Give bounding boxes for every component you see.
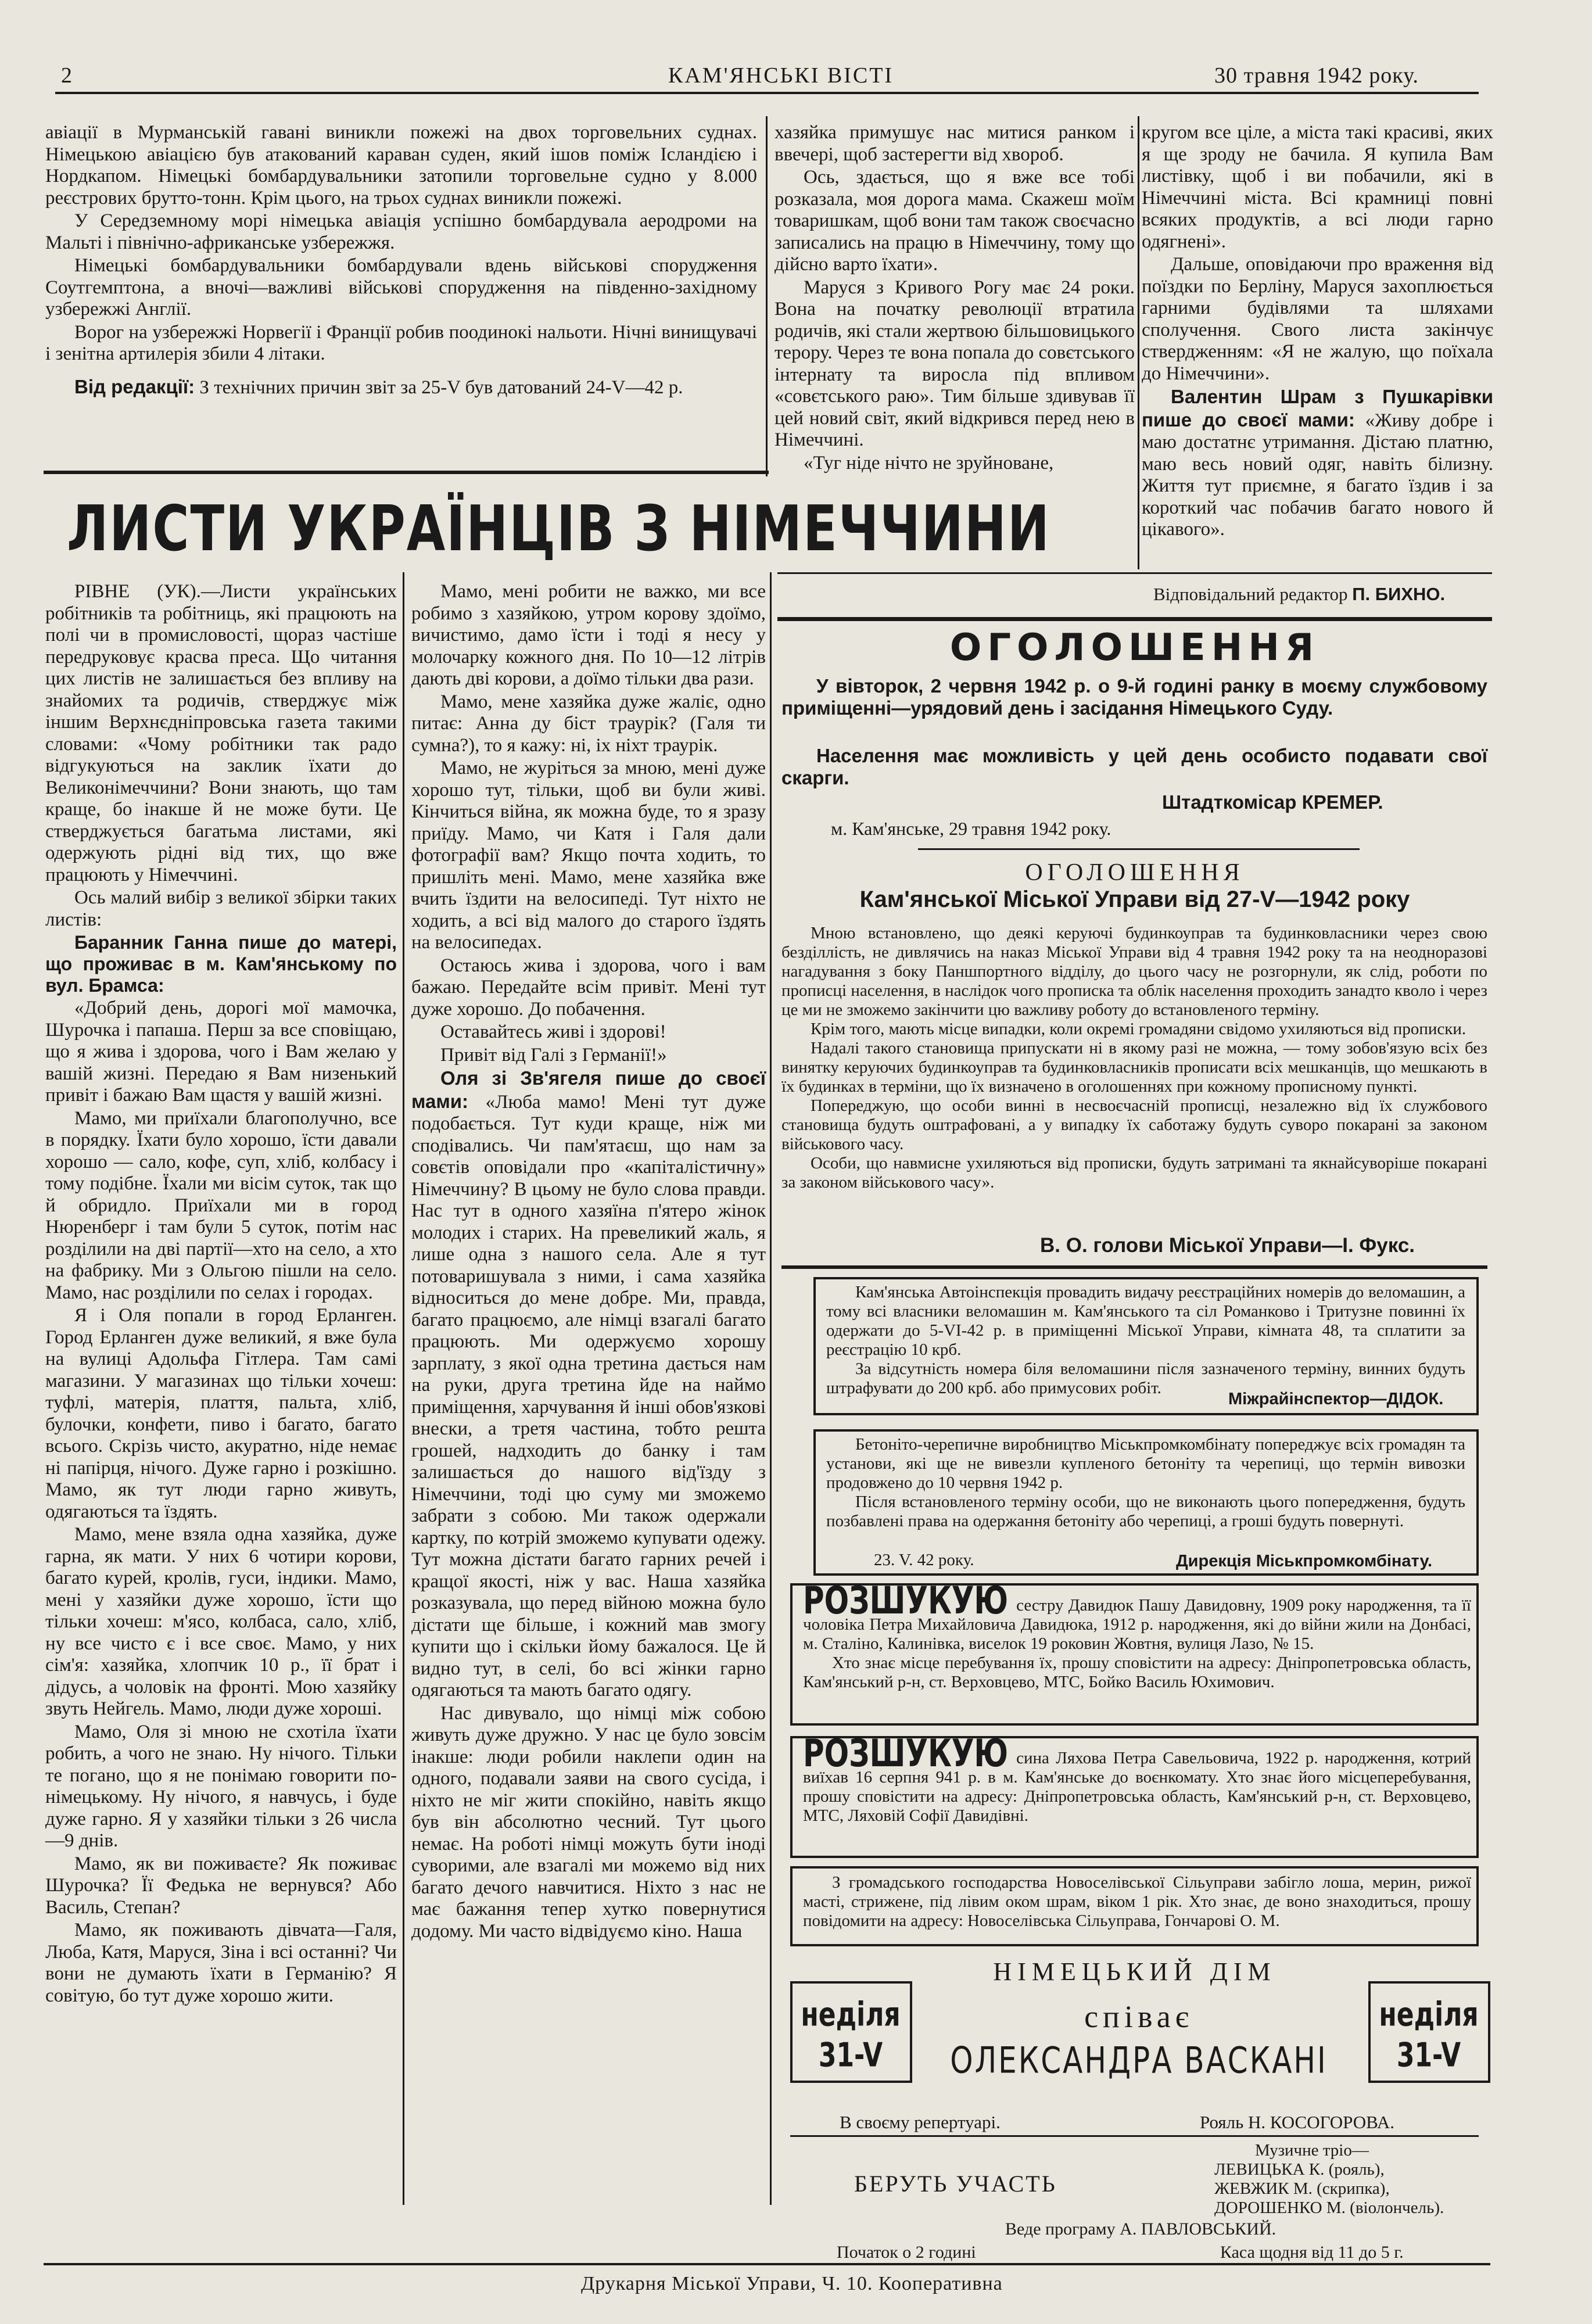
paragraph: «Туг ніде нічто не зруйноване, [804,452,1054,474]
date-box-left [790,1981,912,2083]
announcement-place-date: м. Кам'янське, 29 травня 1942 року. [831,818,1111,839]
editor-name: П. БИХНО. [1352,584,1446,604]
letter-text: «Люба мамо! Мені тут дуже подобається. Тут куди краще, ніж ми сподівались. Чи пам'ятаєш, що нам за совєтів оповідали про «капіталістичну» Німеччину? В цьому не було слова правди. Нас тут в одного хазяїна п'ятеро жінок молодих і старих. На превеликий жаль, я лише одна з нашого села. Але я тут потоваришувала з ними, і сама хазяйка відноситься до мене добре. Ми, правда, багато працюємо, але німці взагалі багато працюють. Ми одержуємо хорошу зарплату, з якої одна третина дається нам на руки, друга третина йде на наймо приміщення, харчування й інші обов'язкові внески, а третя частина, тобто решта грошей, надходить до банку і там залишається до нашого від'їзду з Німеччини, тоді цю суму ми зможемо забрати з собою. Ми також одержали картку, по котрій зможемо купувати одежу. Тут можна дістати багато гарних речей і кращої якості, ніж у вас. Наша хазяйка розказувала, що перед війною можна було дістати ще більше, і кожний мав змогу купити що і скільки йому бажалося. Це й видно тут, в селі, бо всі жінки гарно одягаються та мають багато одягу. [411,1091,766,1701]
paragraph: Нас дивувало, що німці між собою живуть дуже дружно. У нас це було зовсім інакше: люди робили наклепи один на одного, подавали заяви на свого сусіда, і ніхто не міг жити спокійно, навіть якщо був він абсолютно чесний. Тут цього немає. На роботі німці можуть бути іноді суворими, але взагалі ми можемо від них багато дечого навчитися. Ніхто з нас не має бажання тепер хутко повернутися додому. Ми часто відвідуємо кіно. Наша [411,1702,766,1942]
paragraph: Мамо, ми приїхали благополучно, все в порядку. Їхати було хорошо, їсти давали хорошо — сало, кофе, суп, хліб, колбасу і тому подібне. Їхали ми вісім суток, так що й обридло. Приїхали ми в город Нюренберг і там були 5 суток, потім нас розділили на дві партії—хто на село, а хто на фабрику. Ми з Ольгою пішли на село. Мамо, нас розділили по селах і городах. [45,1107,397,1303]
divider [790,2135,1479,2137]
paragraph: У Середземному морі німецька авіація успішно бомбардувала аеродроми на Мальті і північно-африканське узбережжя. [45,210,757,253]
notice-body [803,1579,1471,1692]
sings-label: співає [1084,1999,1193,2034]
notice-box [813,1429,1479,1576]
repertoire-note: В своєму репертуарі. [840,2112,1001,2132]
trio-label: Музичне тріо— [1255,2141,1369,2160]
paragraph [1142,386,1493,541]
paragraph: Дальше, оповідаючи про враження від поїздки по Берліну, Маруся захоплюється гарними будівлями та шляхами сполучення. Свого листа закінчує ствердженням: «Я не жалую, що поїхала до Німеччини». [1142,254,1493,384]
section-rule [44,471,769,474]
paragraph: Кам'янська Автоінспекція провадить видачу реєстраційних номерів до веломашин, а тому всі власники веломашин м. Кам'янського та сіл Романково і Тритузне повинні їх одержати до 5-VI-42 р. в приміщенні Міської Управи, кімната 48, та сплатити за реєстрацію 10 крб. [826,1283,1465,1359]
editor-note-label: Від редакції: [74,375,195,397]
editor-label: Відповідальний редактор [1153,584,1348,604]
column-rule [1138,116,1139,569]
venue-name: НІМЕЦЬКИЙ ДІМ [993,1957,1277,1986]
search-notice-box [790,1579,1479,1726]
paragraph: Мамо, як поживають дівчата—Галя, Люба, Катя, Маруся, Зіна і всі останні? Чи вони не думають їхати в Германію? Я совітую, бо тут дуже хорошо жити. [45,1920,397,2006]
notice-box [790,1866,1479,1946]
header-rule [55,92,1479,94]
day-label: неділя [1379,1995,1479,2034]
paragraph: Привіт від Галі з Германії!» [440,1044,667,1066]
announcement-text: Населення має можливість у цей день особисто подавати свої скарги. [781,745,1487,788]
search-notice-box [790,1731,1479,1858]
paragraph: «Добрий день, дорогі мої мамочка, Шурочка і папаша. Перш за все сповіщаю, що я жива і здорова, чого і Вам желаю у вашій жизні. Передаю я Вам низенький привіт і бажаю Вам щастя у вашій жизні. [45,998,397,1106]
announcement-title: ОГОЛОШЕННЯ [949,626,1320,669]
date-box-right [1368,1981,1490,2083]
date-label: 31-V [1396,2036,1461,2075]
trio-member: ДОРОШЕНКО М. (віолончель). [1214,2199,1444,2217]
column-rule [766,116,768,476]
paragraph: Бетоніто-черепичне виробництво Міськпромкомбінату попереджує всіх громадян та установи, які ще не вивезли купленого бетоніту та черепиці, що термін вивозки продовжено до 10 червня 1942 р. [826,1435,1465,1492]
notice-body [826,1435,1465,1531]
announcement-title: ОГОЛОШЕННЯ [1025,859,1245,886]
letter-author: Оля зі Зв'ягеля пише до своєї мами: [411,1067,766,1112]
paragraph: Мамо, як ви поживаєте? Як поживає Шурочка? Її Федька не вернувся? Або Василь, Степан? [45,1853,397,1918]
col1-top-article [45,122,757,399]
paragraph: Ось малий вибір з великої збірки таких листів: [45,887,397,930]
paragraph: Мамо, мене хазяйка дуже жаліє, одно питає: Анна ду біст траурік? (Галя ти сумна?), то я кажу: ні, іх ніхт траурік. [411,691,766,756]
section-rule [777,617,1492,621]
program-host: Веде програму А. ПАВЛОВСЬКИЙ. [1005,2219,1277,2239]
announcement-body [781,924,1487,1192]
paragraph: Мамо, не журіться за мною, мені дуже хорошо тут, тільки, щоб ви були живі. Кінчиться війна, як можна буде, то я зразу приїду. Мамо, чи Катя і Галя дали фотографії вам? Якщо почта ходить, то пришліть мені. Мамо, мене хазяйка вже вчить їздити на велосипеді. Тут ніхто не ходить, а всі від малого до старого їздять на велосипедах. [411,758,766,953]
trio-member: ЛЕВИЦЬКА К. (рояль), [1214,2160,1385,2179]
notice-text: сина Ляхова Петра Савельовича, 1922 р. народження, котрий виїхав 16 серпня 941 р. в м. Кам'янське до воєнкомату. Хто знає його місцеперебування, прошу сповістити на адресу: Дніпропетровська область, Кам'янський р-н, ст. Верховцево, МТС, Ляховій Софії Давидівні. [803,1749,1471,1825]
paragraph: Ось, здається, що я вже все тобі розказала, моя дорога мама. Скажеш моїм товаришкам, щоб вони там також своєчасно записались на працю в Німеччину, тому що дійсно варто їхати». [775,167,1135,275]
paragraph: Крім того, мають місце випадки, коли окремі громадяни свідомо ухиляються від прописки. [811,1020,1466,1038]
date-label: 31-V [818,2036,883,2075]
announcement-subtitle: Кам'янської Міської Управи від 27-V—1942 року [859,887,1410,912]
notice-date: 23. V. 42 року. [874,1551,974,1569]
paragraph: З громадського господарства Новоселівської Сільуправи забігло лоша, мерин, рижої масті, стрижене, під лівим оком шрам, віком 1 рік. Хто знає, де воно знаходиться, прошу повідомити на адресу: Новоселівська Сільуправа, Гончарові О. М. [803,1873,1471,1930]
editor-note-text: З технічних причин звіт за 25-V був датований 24-V—42 р. [199,376,683,398]
day-label: неділя [801,1995,901,2034]
column-rule [403,572,404,2205]
col3-top-article [1142,122,1493,541]
notice-body [803,1873,1471,1931]
paragraph: хазяйка примушує нас митися ранком і ввечері, щоб застерегти від хвороб. [775,122,1135,165]
column-rule [770,572,772,2205]
notice-box [813,1277,1479,1415]
editor-note [45,376,757,399]
notice-text: сестру Давидюк Пашу Давидовну, 1909 року народження, та її чоловіка Петра Михайловича Давидюка, 1912 р. народження, які до війни жили на Донбасі, м. Сталіно, Калинівка, виселок 19 роковин Жовтня, вулиця Лазо, № 15. [803,1596,1471,1653]
divider [918,848,1360,850]
search-stamp: РОЗШУКУЮ [803,1731,1009,1776]
paragraph: авіації в Мурманській гавані виникли пожежі на двох торговельних суднах. Німецькою авіацією був атакований караван суден, який ішов поміж Ісландією і Нордкапом. Німецькі бомбардувальники затопили торговельне судно у 8.000 реєстрових брутто-тонн. Крім цього, на трьох суднах виникли пожежі. [45,122,757,209]
box-office-hours: Каса щодня від 11 до 5 г. [1220,2243,1404,2262]
announcement-signature: Штадткомісар КРЕМЕР. [1162,791,1383,813]
paragraph: Мамо, Оля зі мною не схотіла їхати робить, а чого не знаю. Ну нічого. Тільки те погано, що я не понімаю говорити по-німецькому. Ну нічого, я навчусь, і буде дуже гарно. Я у хазяйки тільки з 26 числа—9 днів. [45,1721,397,1851]
paragraph [411,1067,766,1702]
issue-date: 30 травня 1942 року. [1214,63,1419,88]
paragraph: Мною встановлено, що деякі керуючі будинкоуправ та будинковласники через свою безділлість, не дивлячись на наказ Міської Управи від 4 травня 1942 року та на неодноразові нагадування з боку Паншпортного відділу, до цього часу не розгорнули, як слід, роботи по прописці населення, в наслідок чого прописка та облік населення проходить занадто кволо і через це ми не зможемо закінчити цю важливу роботу до встановленого терміну. [781,924,1487,1019]
performer-name: ОЛЕКСАНДРА ВАСКАНІ [950,2039,1328,2082]
announcement-signature: В. О. голови Міської Управи—І. Фукс. [1040,1234,1415,1257]
letter-author: Баранник Ганна пише до матері, що проживає в м. Кам'янському по вул. Брамса: [45,932,397,996]
paragraph: Попереджую, що особи винні в несвоєчасній прописці, незалежно від їх службового становища будуть оштрафовані, а у випадку їх саботажу будуть суворо покарані за законом військового часу. [781,1096,1487,1153]
article-col2 [411,581,766,1942]
letter-text: «Живу добре і маю достатнє утримання. Дістаю платню, маю весь новий одяг, навіть білизну. Життя тут приємне, я багато їздив і за короткий час побачив багато нового й цікавого». [1142,410,1494,540]
paragraph [803,1579,1471,1654]
paragraph: Після встановленого терміну особи, що не виконають цього попередження, будуть позбавлені права на одержання бетоніту або черепиці, а гроші будуть повернуті. [826,1493,1465,1530]
main-title: ЛИСТИ УКРАЇНЦІВ З НІМЕЧЧИНИ [67,493,1050,565]
notice-body [826,1283,1465,1398]
notice-signature: Дирекція Міськпромкомбінату. [1176,1552,1433,1570]
paragraph: Мамо, мені робити не важко, ми все робимо з хазяйкою, утром корову здоїмо, вичистимо, дамо їсти і тоді я несу у молочарку кожного дня. По 10—12 літрів дають дві корови, а доїмо тільки два рази. [411,581,766,689]
paragraph: кругом все ціле, а міста такі красиві, яких я ще зроду не бачила. Я купила Вам листівку, щоб і ви побачили, які в Німеччині міста. Всі крамниці повні всяких продуктів, а всі люди гарно одягнені». [1142,122,1493,252]
participate-label: БЕРУТЬ УЧАСТЬ [854,2171,1057,2197]
page-number: 2 [61,63,73,88]
paragraph: Німецькі бомбардувальники бомбардували вдень військові спорудження Соутгемптона, а вночі—важливі військові спорудження на південно-західному узбережжі Англії. [45,255,757,320]
paragraph: Надалі такого становища припускати ні в якому разі не можна, — тому зобов'язую всіх без винятку керуючих будинкоуправ та будинковласників прописати всіх мешканців, що мешкають в їх будинках в терміни, що їх визначено в оголошеннях при кожному прописному пункті. [781,1039,1487,1096]
article-col1 [45,581,397,2007]
trio-member: ЖЕВЖИК М. (скрипка), [1214,2179,1390,2198]
paragraph: Мамо, мене взяла одна хазяйка, дуже гарна, як мати. У них 6 чотири корови, багато курей, кролів, гуси, індики. Мамо, мені у хазяйки дуже хорошо, їсти що тільки хочеш: м'ясо, колбаса, сало, хліб, ну все чисто є і все своє. Мамо, у них сім'я: хазяйка, хлопчик 10 р., її брат і дідусь, а чоловік на фронті. Мою хазяйку звуть Нейгель. Мамо, люди дуже хороші. [45,1524,397,1719]
paragraph [803,1731,1471,1826]
paper-title: КАМ'ЯНСЬКІ ВІСТІ [668,63,894,88]
start-time: Початок о 2 годині [837,2243,976,2262]
paragraph: Ворог на узбережжі Норвегії і Франції робив поодинокі нальоти. Нічні винищувачі і зенітна артилерія збили 4 літаки. [45,321,757,364]
paragraph: Я і Оля попали в город Ерланген. Город Ерланген дуже великий, я вже була на вулиці Адольфа Гітлера. Там самі магазини. У магазинах що тільки хочеш: туфлі, матерія, плаття, пальта, хліб, булочки, конфети, пиво і багато, багато всього. Скрізь чисто, акуратно, ніде немає ні папірця, нічого. Дуже гарно і розкішно. Мамо, як тут люди гарно живуть, одягаються та їздять. [45,1305,397,1522]
paragraph: За відсутність номера біля веломашини після зазначеного терміну, винних будуть штрафувати до 200 крб. або примусових робіт. [826,1360,1465,1397]
paragraph: Особи, що навмисне ухиляються від прописки, будуть затримані та якнайсуворіше покарані за законом військового часу». [781,1154,1487,1192]
notice-body [803,1731,1471,1826]
responsible-editor [1153,584,1445,605]
search-stamp: РОЗШУКУЮ [803,1579,1009,1623]
printer-line: Друкарня Міської Управи, Ч. 10. Кооперативна [581,2273,1003,2294]
announcement-text: У вівторок, 2 червня 1942 р. о 9-й годині ранку в моєму службовому приміщенні—урядовий день і засідання Німецького Суду. [781,675,1487,719]
paragraph: Остаюсь жива і здорова, чого і вам бажаю. Передайте всім привіт. Мені тут дуже хорошо. До побачення. [411,955,766,1020]
section-rule [781,1265,1487,1269]
piano-note: Рояль Н. КОСОГОРОВА. [1200,2112,1395,2132]
paragraph: Маруся з Кривого Рогу має 24 роки. Вона на початку революції втратила родичів, які стали жертвою більшовицького терору. Через те вона попала до совєтського інтернату та виросла під впливом «совєтського раю». Тим більше здивував її цей новий світ, який відкрився перед нею в Німеччині. [775,277,1135,450]
section-rule [777,572,1492,574]
paragraph: Хто знає місце перебування їх, прошу сповістити на адресу: Дніпропетровська область, Кам'янський р-н, ст. Верховцево, МТС, Бойко Василь Юхимович. [803,1654,1471,1691]
letter-author: Валентин Шрам з Пушкарівки пише до своєї мами: [1142,386,1493,431]
footer-rule [44,2263,1490,2265]
paragraph: Оставайтесь живі і здорові! [440,1021,666,1042]
col2-top-article [775,122,1135,474]
paragraph: РІВНЕ (УК).—Листи українських робітників та робітниць, які працюють на полі чи в промисловості, щораз частіше передруковує красва преса. Що читання цих листів не залишається без впливу на знайомих та родичів, стверджує між іншим Верхнєдніпровська газета такими словами: «Чому робітники так радо відгукуються на заклик їхати до Великонімеччини? Вони знають, що там краще, бо інакше й не може бути. Це стверджується багатьма листами, які одержують рідні від тих, що вже працюють у Німеччині. [45,581,397,885]
notice-signature: Міжрайінспектор—ДІДОК. [1228,1390,1444,1408]
